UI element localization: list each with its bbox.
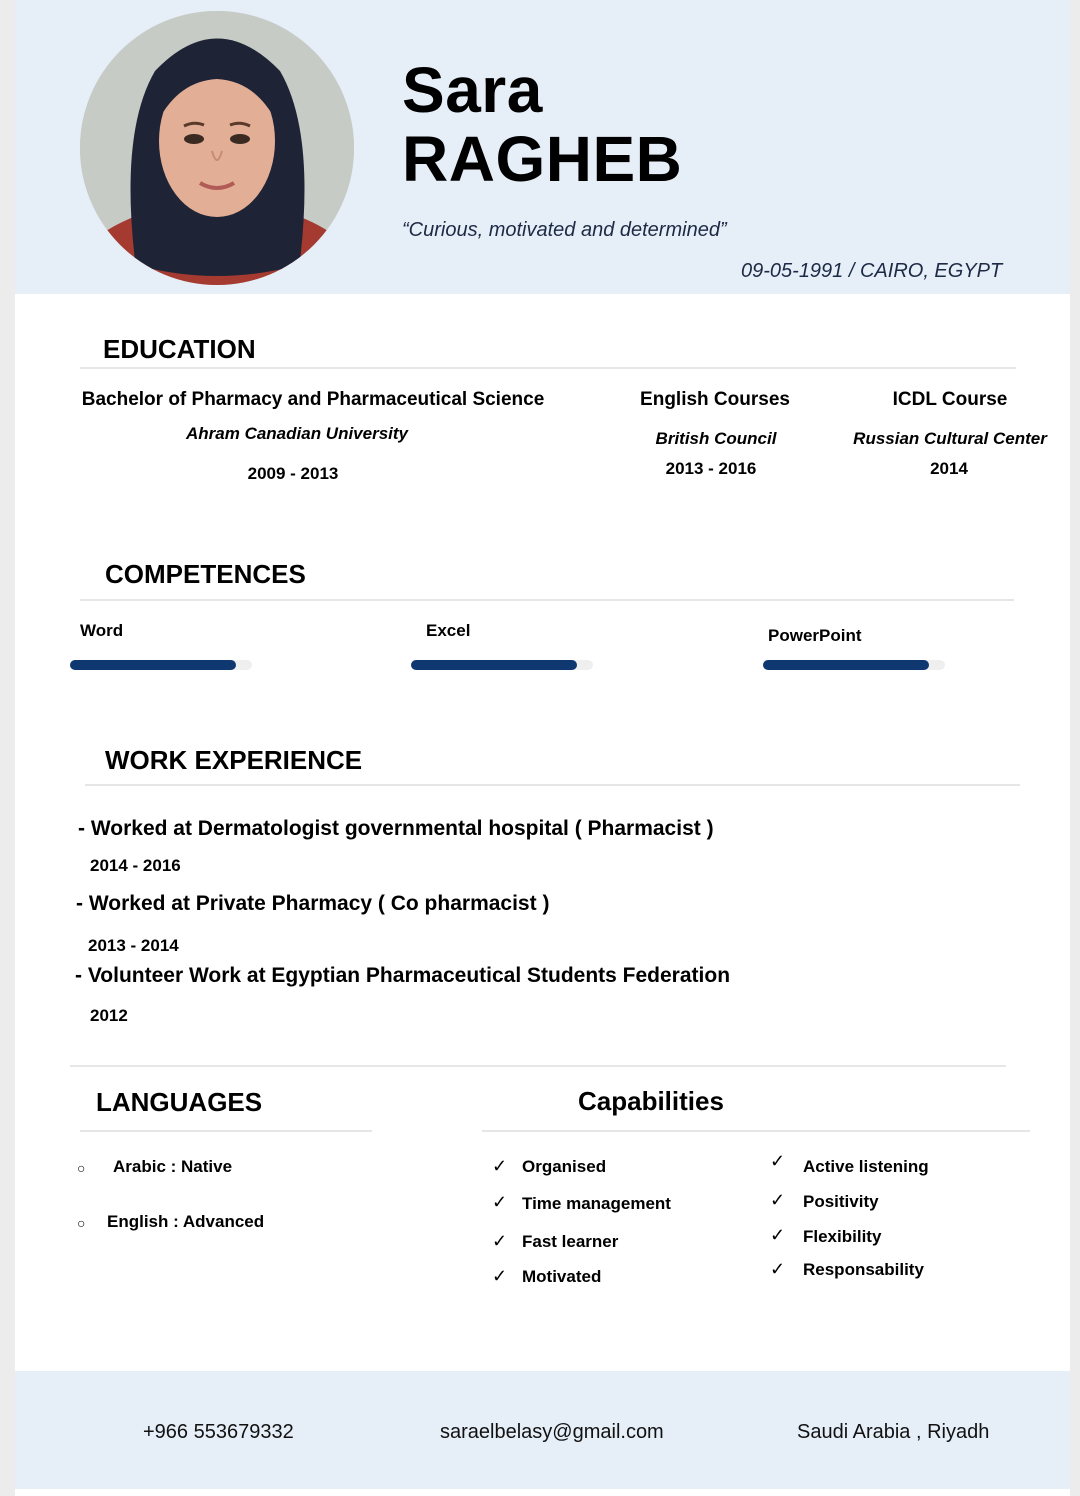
education-heading: EDUCATION — [103, 334, 256, 364]
contact-location: Saudi Arabia , Riyadh — [797, 1421, 990, 1443]
last-name: RAGHEB — [402, 123, 683, 195]
language-item: English : Advanced — [107, 1212, 265, 1231]
languages-divider — [80, 1130, 372, 1132]
skill-label-powerpoint: PowerPoint — [768, 626, 862, 645]
work-item: - Worked at Private Pharmacy ( Co pharmacist ) — [76, 892, 550, 915]
checkmark-icon: ✓ — [770, 1225, 786, 1245]
checkmark-icon: ✓ — [492, 1231, 508, 1251]
work-divider — [85, 784, 1020, 786]
capability-item: Organised — [522, 1157, 607, 1176]
skill-bar-word — [70, 660, 252, 670]
contact-phone[interactable]: +966 553679332 — [143, 1421, 294, 1443]
resume-page — [15, 0, 1070, 1496]
education-institution: Russian Cultural Center — [853, 429, 1047, 448]
work-years: 2013 - 2014 — [88, 936, 179, 955]
education-degree: English Courses — [640, 389, 790, 410]
capability-item: Positivity — [803, 1192, 879, 1211]
checkmark-icon: ✓ — [770, 1151, 786, 1171]
circle-bullet-icon: ○ — [77, 1160, 86, 1176]
checkmark-icon: ✓ — [770, 1190, 786, 1210]
profile-photo-illustration — [80, 11, 354, 285]
languages-heading: LANGUAGES — [96, 1087, 263, 1117]
education-divider — [80, 367, 1016, 369]
checkmark-icon: ✓ — [492, 1192, 508, 1212]
skill-bar-excel — [411, 660, 593, 670]
education-years: 2013 - 2016 — [665, 459, 757, 478]
education-institution: British Council — [655, 429, 777, 448]
work-years: 2014 - 2016 — [90, 856, 181, 875]
contact-email[interactable]: saraelbelasy@gmail.com — [440, 1421, 664, 1443]
competences-heading: COMPETENCES — [105, 559, 306, 589]
section-divider — [70, 1065, 1006, 1067]
checkmark-icon: ✓ — [492, 1266, 508, 1286]
capability-item: Motivated — [522, 1267, 602, 1286]
skill-bar-fill — [70, 660, 236, 670]
capability-item: Flexibility — [803, 1227, 882, 1246]
competences-divider — [80, 599, 1014, 601]
skill-label-excel: Excel — [426, 621, 471, 640]
education-degree: Bachelor of Pharmacy and Pharmaceutical Science — [81, 389, 545, 410]
work-heading: WORK EXPERIENCE — [105, 745, 363, 775]
education-degree: ICDL Course — [892, 389, 1008, 410]
skill-bar-fill — [763, 660, 929, 670]
education-years: 2009 - 2013 — [247, 464, 339, 483]
profile-photo — [80, 11, 354, 285]
capability-item: Active listening — [803, 1157, 929, 1176]
skill-label-word: Word — [80, 621, 124, 640]
birth-info: 09-05-1991 / CAIRO, EGYPT — [741, 260, 1003, 282]
capabilities-divider — [482, 1130, 1030, 1132]
checkmark-icon: ✓ — [770, 1259, 786, 1279]
capability-item: Fast learner — [522, 1232, 619, 1251]
work-years: 2012 — [90, 1006, 128, 1025]
checkmark-icon: ✓ — [492, 1156, 508, 1176]
capability-item: Responsability — [803, 1260, 924, 1279]
skill-bar-powerpoint — [763, 660, 945, 670]
capability-item: Time management — [522, 1194, 671, 1213]
education-institution: Ahram Canadian University — [185, 424, 409, 443]
language-item: Arabic : Native — [113, 1157, 233, 1176]
tagline: “Curious, motivated and determined” — [402, 219, 727, 241]
work-item: - Worked at Dermatologist governmental hospital ( Pharmacist ) — [78, 817, 714, 840]
work-item: - Volunteer Work at Egyptian Pharmaceutical Students Federation — [75, 964, 731, 987]
circle-bullet-icon: ○ — [77, 1215, 86, 1231]
first-name: Sara — [402, 54, 543, 126]
skill-bar-fill — [411, 660, 577, 670]
capabilities-heading: Capabilities — [578, 1086, 724, 1116]
education-years: 2014 — [930, 459, 968, 478]
